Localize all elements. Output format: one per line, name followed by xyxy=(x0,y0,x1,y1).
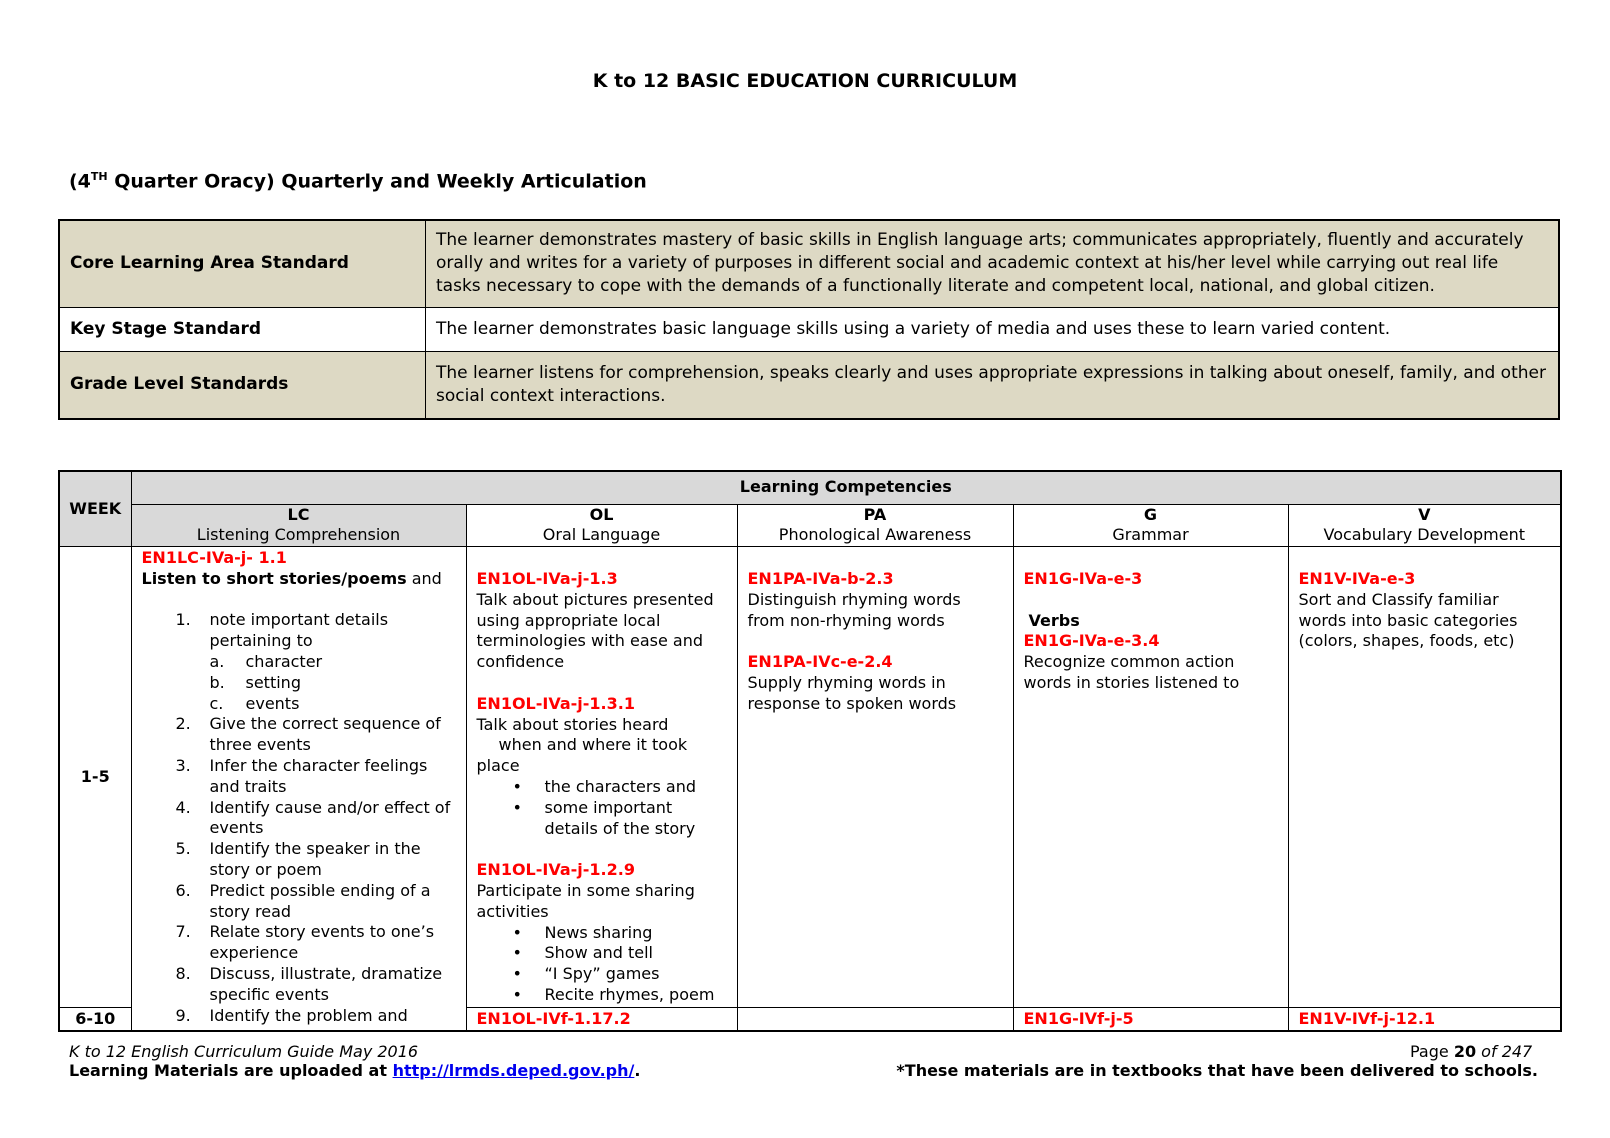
list-item: • Recite rhymes, poem xyxy=(477,985,727,1006)
list-item: • Show and tell xyxy=(477,943,727,964)
g-cell xyxy=(1013,1008,1288,1031)
competency-text: Supply rhyming words in response to spoken words xyxy=(747,673,957,713)
standard-text: The learner demonstrates basic language skills using a variety of media and uses these to learn varied content. xyxy=(426,307,1560,351)
list-item: 1. note important details pertaining to a. character b. setting c. events xyxy=(142,610,456,714)
competency-code: EN1OL-IVa-j-1.3 xyxy=(476,569,618,589)
column-header-pa: PA Phonological Awareness xyxy=(737,504,1013,547)
competency-code: EN1G-IVa-e-3 xyxy=(1023,569,1143,589)
v-cell xyxy=(1288,547,1561,1008)
competency-text: Distinguish rhyming words from non-rhyming words xyxy=(747,589,961,630)
list-item: 6. Predict possible ending of a story read xyxy=(175,880,431,921)
competency-text: Talk about pictures presented using appropriate local terminologies with ease and confidence xyxy=(476,589,714,672)
standard-row-key-stage xyxy=(59,307,1559,351)
column-header-ol: OL Oral Language xyxy=(466,504,737,547)
lc-list xyxy=(142,610,456,1026)
standards-table xyxy=(58,219,1560,420)
lc-cell xyxy=(131,547,466,1032)
ol-cell xyxy=(466,547,737,1008)
standard-label: Grade Level Standards xyxy=(59,351,426,419)
footer-guide: K to 12 English Curriculum Guide May 2016 xyxy=(69,1042,419,1061)
competency-text: Talk about stories heard xyxy=(476,714,669,734)
list-item: • News sharing xyxy=(477,923,727,944)
column-header-v: V Vocabulary Development xyxy=(1288,504,1561,547)
learning-competencies-header: Learning Competencies xyxy=(131,471,1561,504)
competency-code: EN1OL-IVa-j-1.3.1 xyxy=(476,693,635,713)
list-item: 3. Infer the character feelings and traits xyxy=(175,756,428,796)
week-cell: 1-5 xyxy=(59,547,131,1008)
competency-code: EN1PA-IVa-b-2.3 xyxy=(747,569,894,589)
list-item: • some important details of the story xyxy=(477,798,727,840)
list-item: • “I Spy” games xyxy=(477,964,727,985)
list-item: 2. Give the correct sequence of three events xyxy=(175,714,441,755)
list-item: 8. Discuss, illustrate, dramatize specific events xyxy=(175,964,443,1004)
list-item: • the characters and xyxy=(477,777,727,798)
list-item: a. character xyxy=(209,652,323,672)
standard-label: Key Stage Standard xyxy=(59,307,426,351)
competency-code: EN1V-IVf-j-12.1 xyxy=(1298,1009,1436,1029)
standard-row-core xyxy=(59,220,1559,307)
lrmds-link[interactable]: http://lrmds.deped.gov.ph/ xyxy=(392,1061,635,1080)
column-header-lc: LC Listening Comprehension xyxy=(131,504,466,547)
competency-text: Recognize common action words in stories listened to xyxy=(1023,652,1240,693)
standard-text: The learner demonstrates mastery of basic skills in English language arts; communicates appropriately, fluently and accurately orally and writes for a variety of purposes in different social and academic context at his/her level while carrying out real life tasks necessary to cope with the demands of a functionally literate and competent local, national, and global citizen. xyxy=(426,220,1560,307)
competency-heading: Verbs xyxy=(1028,610,1080,630)
competency-code: EN1G-IVf-j-5 xyxy=(1023,1009,1134,1029)
competency-code: EN1V-IVa-e-3 xyxy=(1298,569,1416,589)
ol-bullets xyxy=(477,923,727,1006)
week-row-1-5 xyxy=(59,547,1561,1008)
column-header-g: G Grammar xyxy=(1013,504,1288,547)
competency-code: EN1LC-IVa-j- 1.1 xyxy=(141,548,287,568)
list-item: b. setting xyxy=(209,672,301,692)
pa-cell xyxy=(737,547,1013,1008)
competency-code: EN1G-IVa-e-3.4 xyxy=(1023,631,1160,651)
ol-bullets xyxy=(477,777,727,839)
competency-text: Participate in some sharing activities xyxy=(476,881,695,921)
competency-code: EN1PA-IVc-e-2.4 xyxy=(747,652,893,672)
week-header: WEEK xyxy=(59,471,131,547)
competency-text: Sort and Classify familiar words into basic categories (colors, shapes, foods, etc) xyxy=(1298,589,1518,651)
list-item: 4. Identify cause and/or effect of events xyxy=(175,797,451,838)
ol-cell xyxy=(466,1008,737,1031)
page-number: Page 20 of 247 xyxy=(1410,1042,1533,1061)
list-item: 9. Identify the problem and xyxy=(175,1005,408,1025)
competencies-group-row xyxy=(59,471,1561,504)
pa-cell xyxy=(737,1008,1013,1031)
competency-code: EN1OL-IVf-1.17.2 xyxy=(476,1009,631,1029)
section-title: (4TH Quarter Oracy) Quarterly and Weekly Articulation xyxy=(69,170,647,193)
competency-code: EN1OL-IVa-j-1.2.9 xyxy=(476,860,635,880)
week-cell: 6-10 xyxy=(59,1008,131,1031)
list-item: c. events xyxy=(209,693,300,713)
footer-materials: Learning Materials are uploaded at http://lrmds.deped.gov.ph/. xyxy=(69,1061,641,1080)
document-title: K to 12 BASIC EDUCATION CURRICULUM xyxy=(592,70,1018,92)
standard-label: Core Learning Area Standard xyxy=(59,220,426,307)
competencies-table xyxy=(58,470,1562,1032)
competency-text: place xyxy=(476,756,520,776)
footer-note: *These materials are in textbooks that have been delivered to schools. xyxy=(896,1061,1538,1080)
standard-row-grade-level xyxy=(59,351,1559,419)
v-cell xyxy=(1288,1008,1561,1031)
list-item: 5. Identify the speaker in the story or poem xyxy=(175,839,421,880)
competencies-columns-row xyxy=(59,504,1561,547)
competency-text: when and where it took xyxy=(498,735,688,755)
standard-text: The learner listens for comprehension, speaks clearly and uses appropriate expressions in talking about oneself, family, and other social context interactions. xyxy=(426,351,1560,419)
competency-lead: Listen to short stories/poems and xyxy=(141,568,442,588)
list-item: 7. Relate story events to one’s experience xyxy=(175,922,435,963)
g-cell xyxy=(1013,547,1288,1008)
